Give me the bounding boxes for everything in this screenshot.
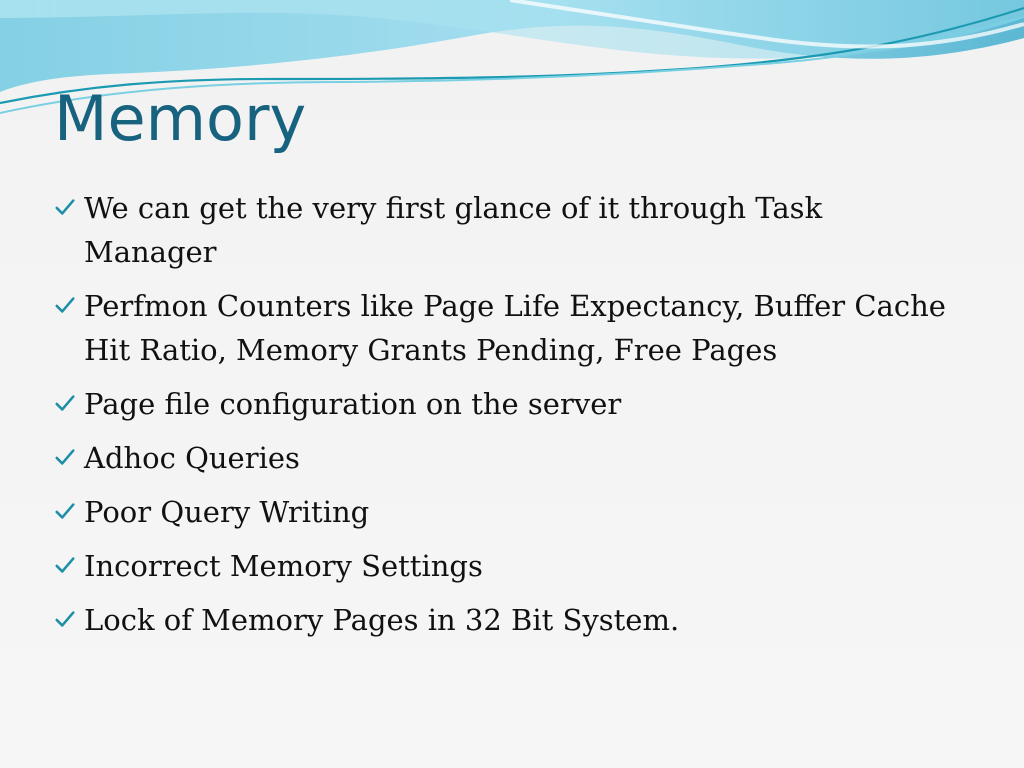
checkmark-icon xyxy=(54,196,76,218)
bullet-item xyxy=(50,382,950,426)
bullet-text: Incorrect Memory Settings xyxy=(84,549,483,583)
bullet-item xyxy=(50,490,950,534)
slide-title: Memory xyxy=(54,82,307,155)
checkmark-icon xyxy=(54,294,76,316)
checkmark-icon xyxy=(54,500,76,522)
bullet-item xyxy=(50,436,950,480)
bullet-text: We can get the very first glance of it through Task Manager xyxy=(84,191,823,269)
bullet-text: Page file configuration on the server xyxy=(84,387,622,421)
bullet-item xyxy=(50,284,950,372)
bullet-item xyxy=(50,598,950,642)
checkmark-icon xyxy=(54,608,76,630)
bullet-text: Poor Query Writing xyxy=(84,495,370,529)
bullet-item xyxy=(50,544,950,588)
checkmark-icon xyxy=(54,554,76,576)
checkmark-icon xyxy=(54,392,76,414)
bullet-text: Adhoc Queries xyxy=(84,441,300,475)
bullet-text: Lock of Memory Pages in 32 Bit System. xyxy=(84,603,680,637)
bullet-text: Perfmon Counters like Page Life Expectancy, Buffer Cache Hit Ratio, Memory Grants Pending, Free Pages xyxy=(84,289,946,367)
bullet-item xyxy=(50,186,950,274)
checkmark-icon xyxy=(54,446,76,468)
bullet-list xyxy=(50,186,950,652)
